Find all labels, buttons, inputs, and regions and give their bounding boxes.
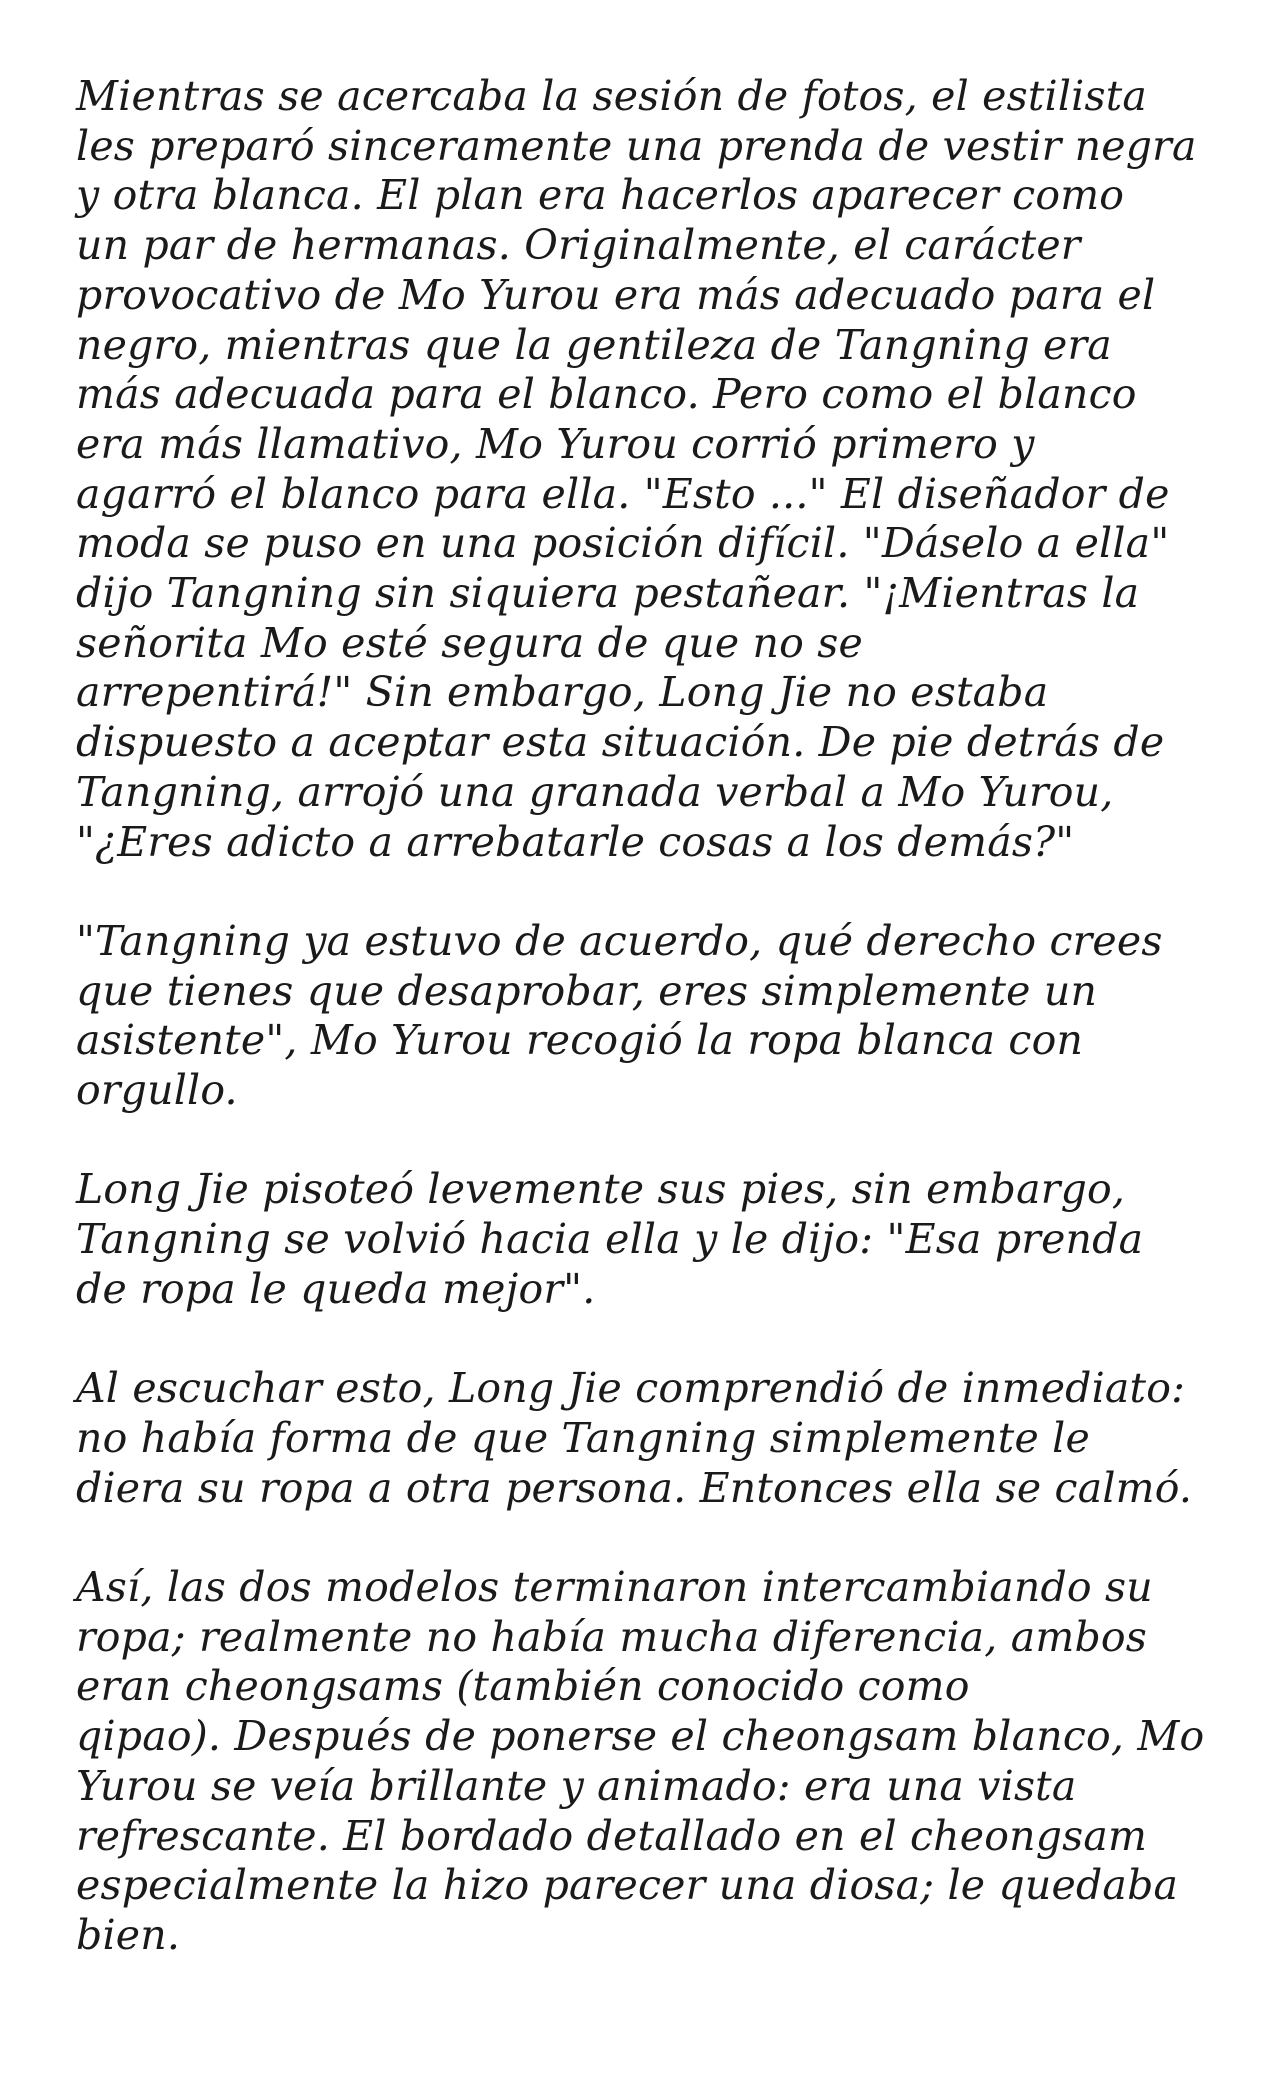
- text-line: "¿Eres adicto a arrebatarle cosas a los demás?": [76, 817, 1075, 866]
- text-line: qipao). Después de ponerse el cheongsam blanco, Mo: [76, 1712, 1205, 1761]
- text-line: dijo Tangning sin siquiera pestañear. "¡Mientras la: [76, 569, 1140, 618]
- text-line: Yurou se veía brillante y animado: era una vista: [76, 1761, 1077, 1810]
- text-line: no había forma de que Tangning simplemente le: [76, 1413, 1090, 1462]
- text-line: señorita Mo esté segura de que no se: [76, 618, 863, 667]
- text-line: Long Jie pisoteó levemente sus pies, sin embargo,: [76, 1165, 1126, 1214]
- text-line: bien.: [76, 1910, 181, 1959]
- text-line: dispuesto a aceptar esta situación. De pie detrás de: [76, 718, 1165, 767]
- text-line: asistente", Mo Yurou recogió la ropa blanca con: [76, 1016, 1084, 1065]
- text-line: provocativo de Mo Yurou era más adecuado para el: [76, 270, 1156, 319]
- paragraph-2: [76, 917, 1226, 1116]
- text-line: era más llamativo, Mo Yurou corrió primero y: [76, 419, 1035, 468]
- text-line: negro, mientras que la gentileza de Tangning era: [76, 320, 1112, 369]
- text-line: Así, las dos modelos terminaron intercambiando su: [76, 1563, 1153, 1612]
- text-line: moda se puso en una posición difícil. "Dáselo a ella": [76, 519, 1170, 568]
- text-line: agarró el blanco para ella. "Esto ..." El diseñador de: [76, 469, 1170, 518]
- text-line: orgullo.: [76, 1066, 238, 1115]
- text-line: diera su ropa a otra persona. Entonces ella se calmó.: [76, 1463, 1193, 1512]
- text-line: ropa; realmente no había mucha diferencia, ambos: [76, 1612, 1148, 1661]
- text-line: Mientras se acercaba la sesión de fotos, el estilista: [76, 72, 1148, 120]
- text-line: les preparó sinceramente una prenda de vestir negra: [76, 121, 1197, 170]
- text-line: "Tangning ya estuvo de acuerdo, qué derecho crees: [76, 916, 1163, 965]
- text-line: y otra blanca. El plan era hacerlos aparecer como: [76, 171, 1125, 220]
- text-line: Al escuchar esto, Long Jie comprendió de inmediato:: [76, 1364, 1186, 1413]
- text-line: Tangning se volvió hacia ella y le dijo: "Esa prenda: [76, 1215, 1144, 1264]
- text-line: especialmente la hizo parecer una diosa; le quedaba: [76, 1861, 1179, 1910]
- story-text: [76, 72, 1226, 2010]
- paragraph-5: [76, 1563, 1226, 1961]
- text-line: arrepentirá!" Sin embargo, Long Jie no estaba: [76, 668, 1049, 717]
- text-line: refrescante. El bordado detallado en el cheongsam: [76, 1811, 1148, 1860]
- paragraph-3: [76, 1165, 1226, 1314]
- text-line: de ropa le queda mejor".: [76, 1264, 596, 1313]
- text-line: Tangning, arrojó una granada verbal a Mo Yurou,: [76, 767, 1114, 816]
- paragraph-4: [76, 1364, 1226, 1513]
- paragraph-1: [76, 72, 1226, 867]
- text-line: más adecuada para el blanco. Pero como el blanco: [76, 370, 1137, 419]
- text-line: un par de hermanas. Originalmente, el carácter: [76, 221, 1081, 270]
- text-line: eran cheongsams (también conocido como: [76, 1662, 970, 1711]
- text-line: que tienes que desaprobar, eres simplemente un: [76, 966, 1098, 1015]
